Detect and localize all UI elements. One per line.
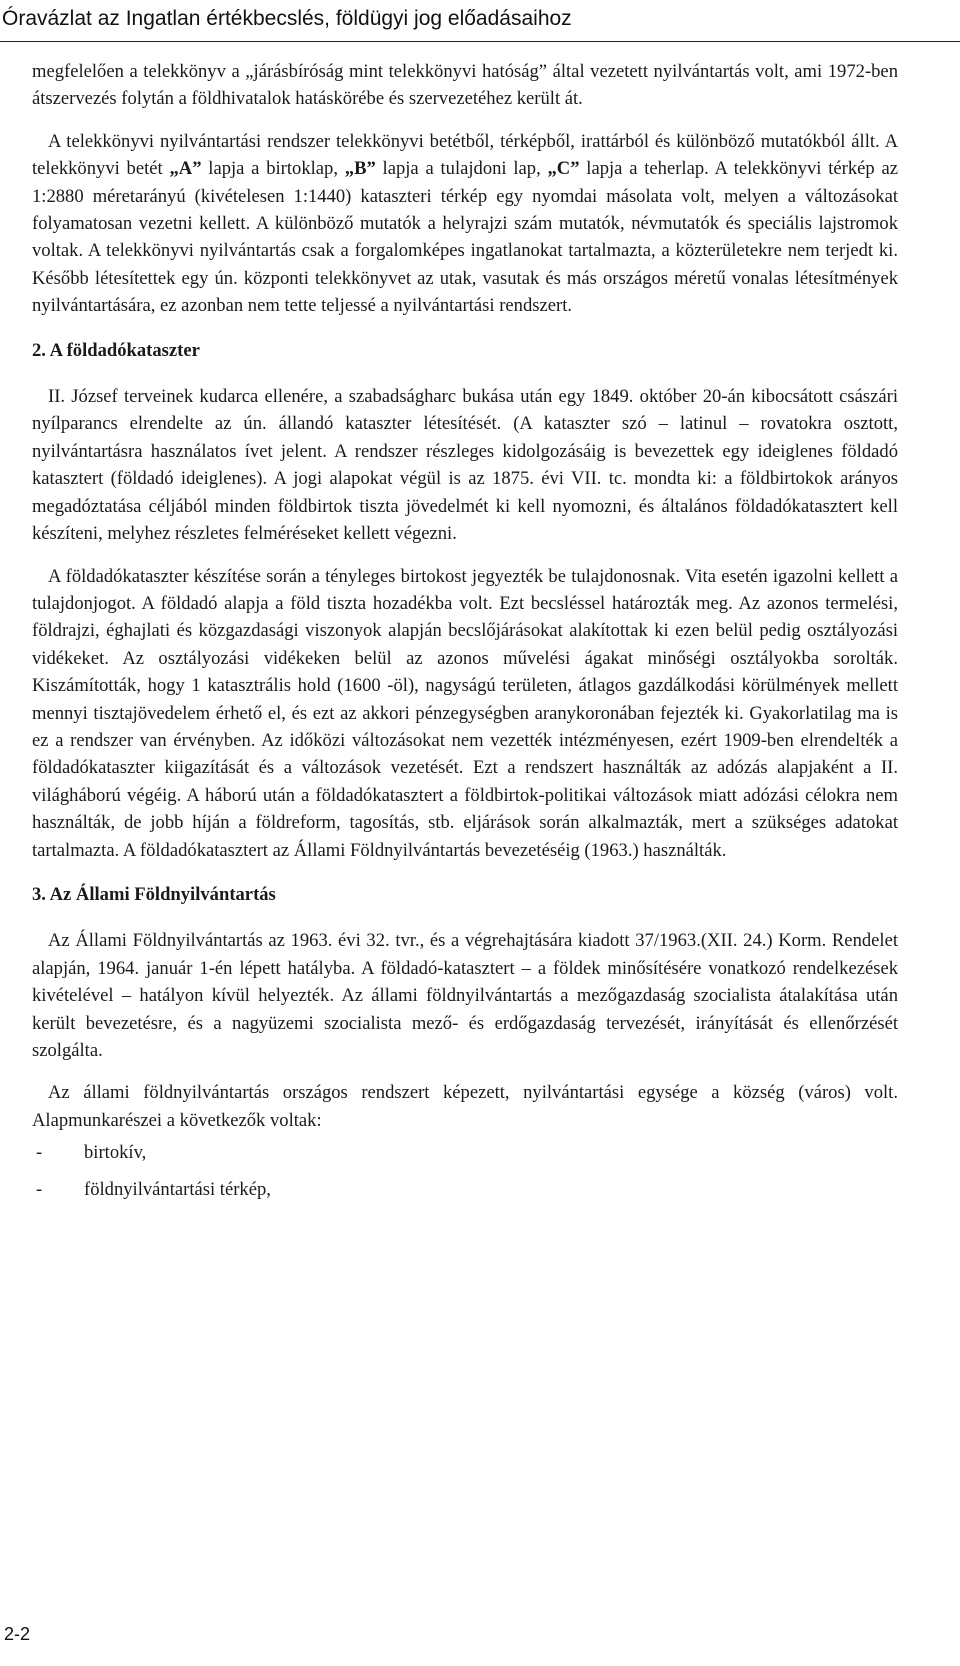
paragraph-allami-intro: Az Állami Földnyilvántartás az 1963. évi 32. tvr., és a végrehajtására kiadott 37/1963.(XII. 24.) Korm. Rendelet alapján, 1964. január 1-én lépett hatályba. A földadó-katasztert – a földek minősítésére vonatkozó rendelkezések kivételével – hatályon kívül helyezték. Az állami földnyilvántartás a mezőgazdaság szocialista átalakítása után került bevezetésre, és a nagyüzemi szocialista mező- és erdőgazdaság tervezését, irányítását és ellenőrzését szolgálta.: [32, 930, 898, 1061]
section-heading-allami-foldnyilvantartas: 3. Az Állami Földnyilvántartás: [32, 883, 276, 905]
paragraph-telekkonyv-intro: megfelelően a telekkönyv a „járásbíróság mint telekkönyvi hatóság” által vezetett nyilvántartás volt, ami 1972-ben átszervezés folytán a földhivatalok hatáskörébe és szervezetéhez került át.: [32, 61, 898, 110]
paragraph-kataszter-history: II. József terveinek kudarca ellenére, a szabadságharc bukása után egy 1849. október 20-án kibocsátott császári nyílparancs elrendelte az ún. állandó kataszter létesítését. (A kataszter szó – latinul – rovatokra osztott, nyilvántartásra használatos ívet jelent. A rendszer részleges kidolgozásáig is bevezettek egy ideiglenes földadó katasztert (földadó ideiglenes). A jogi alapokat végül is az 1875. évi VII. tc. mondta ki: a földbirtokok arányos megadóztatása céljából minden földbirtok tiszta jövedelmét ki kell nyomozni, és általános földadókatasztert kell készíteni, melyhez részletes felméréseket kellett végezni.: [32, 386, 898, 545]
running-header-title: Óravázlat az Ingatlan értékbecslés, földügyi jog előadásaihoz: [2, 7, 572, 30]
paragraph-kataszter-method: A földadókataszter készítése során a tényleges birtokost jegyezték be tulajdonosnak. Vita esetén igazolni kellett a tulajdonjogot. A földadó alapja a föld tiszta hozadékba volt. Ezt becsléssel határozták meg. Az azonos termelési, földrajzi, éghajlati és közgazdasági viszonyok alapján becslőjárásokat alakítottak ki ezen belül pedig osztályozási vidékeket. Az osztályozási vidékeken belül az azonos művelési ágakat minőségi osztályokba sorolták. Kiszámították, hogy 1 katasztrális hold (1600 -öl), nagyságú területen, átlagos gazdálkodási körülmények mellett mennyi tisztajövedelem érhető el, és ezt az akkori pénzegységben aranykoronában fejezték ki. Gyakorlatilag ma is ez a rendszer van érvényben. Az időközi változásokat nem vezették intézményesen, ezért 1909-ben elrendelték a földadókataszter kiigazítását és a változások vezetését. Ezt a rendszert használták az adózás alapjaként a II. világháború végéig. A háború után a földadókatasztert a földbirtok-politikai változások miatt adózási célokra nem használták, de jobb híján a földreform, tagosítás, stb. eljárások során alkalmazták, mert a szükséges adatokat tartalmazta. A földadókatasztert az Állami Földnyilvántartás bevezetéséig (1963.) használták.: [32, 565, 898, 861]
list-item: - földnyilvántartási térkép,: [36, 1179, 271, 1201]
section-heading-foldadokataszter: 2. A földadókataszter: [32, 339, 200, 361]
page-number: 2-2: [4, 1624, 31, 1644]
paragraph-telekkonyv-rendszer: A telekkönyvi nyilvántartási rendszer telekkönyvi betétből, térképből, irattárból és különböző mutatókból állt. A telekkönyvi betét „A” lapja a birtoklap, „B” lapja a tulajdoni lap, „C” lapja a teherlap. A telekkönyvi térkép az 1:2880 méretarányú (kivételesen 1:1440) kataszteri térkép egy nyomdai másolata volt, melyen a változásokat folyamatosan vezetni kellett. A különböző mutatók a helyrajzi szám mutatók, névmutatók és speciális lajstromok voltak. A telekkönyvi nyilvántartás csak a forgalomképes ingatlanokat tartalmazta, a közterületekre nem terjedt ki. Később létesítettek egy ún. központi telekkönyvet az utak, vasutak és más országos méretű vonalas létesítmények nyilvántartására, ez azonban nem tette teljessé a nyilvántartási rendszert.: [32, 130, 898, 317]
alapmunkareszek-list: [32, 1139, 898, 1213]
sheet-letter-a: „A”: [169, 158, 202, 180]
list-item: - birtokív,: [36, 1142, 147, 1164]
running-header: [0, 0, 960, 42]
sheet-letter-c: „C”: [547, 158, 580, 180]
document-body: [32, 58, 898, 1213]
sheet-letter-b: „B”: [344, 158, 376, 180]
paragraph-allami-rendszer: Az állami földnyilvántartás országos rendszert képezett, nyilvántartási egysége a község (város) volt. Alapmunkarészei a következők voltak:: [32, 1082, 898, 1131]
